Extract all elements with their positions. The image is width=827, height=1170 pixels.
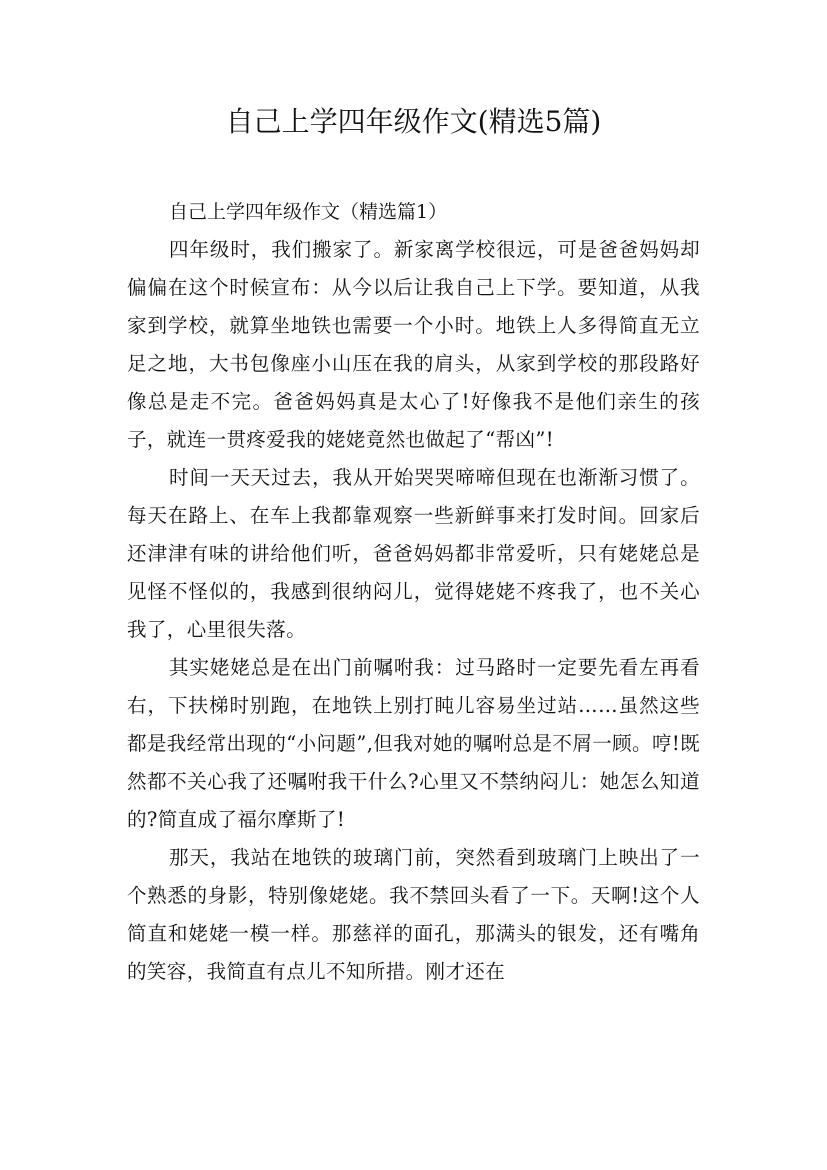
paragraph-4: 那天，我站在地铁的玻璃门前，突然看到玻璃门上映出了一个熟悉的身影，特别像姥姥。我不禁回头看了一下。天啊!这个人简直和姥姥一模一样。那慈祥的面孔，那满头的银发，还有嘴角的笑容，我简直有点儿不知所措。刚才还在 [127, 846, 700, 983]
section-heading: 自己上学四年级作文（精选篇1） [169, 201, 448, 223]
paragraph-1: 四年级时，我们搬家了。新家离学校很远，可是爸爸妈妈却偏偏在这个时候宣布：从今以后让我自己上下学。要知道，从我家到学校，就算坐地铁也需要一个小时。地铁上人多得简直无立足之地，大书包像座小山压在我的肩头，从家到学校的那段路好像总是走不完。爸爸妈妈真是太心了!好像我不是他们亲生的孩子，就连一贯疼爱我的姥姥竟然也做起了“帮凶”! [127, 238, 700, 451]
paragraph-2: 时间一天天过去，我从开始哭哭啼啼但现在也渐渐习惯了。每天在路上、在车上我都靠观察一些新鲜事来打发时间。回家后还津津有味的讲给他们听，爸爸妈妈都非常爱听，只有姥姥总是见怪不怪似的，我感到很纳闷儿，觉得姥姥不疼我了，也不关心我了，心里很失落。 [127, 466, 700, 641]
paragraph-3: 其实姥姥总是在出门前嘱咐我：过马路时一定要先看左再看右，下扶梯时别跑，在地铁上别打盹儿容易坐过站……虽然这些都是我经常出现的“小问题”,但我对她的嘱咐总是不屑一顾。哼!既然都不关心我了还嘱咐我干什么?心里又不禁纳闷儿：她怎么知道的?简直成了福尔摩斯了! [127, 656, 700, 831]
document-body [127, 193, 700, 991]
document-title: 自己上学四年级作文(精选5篇) [225, 105, 602, 138]
